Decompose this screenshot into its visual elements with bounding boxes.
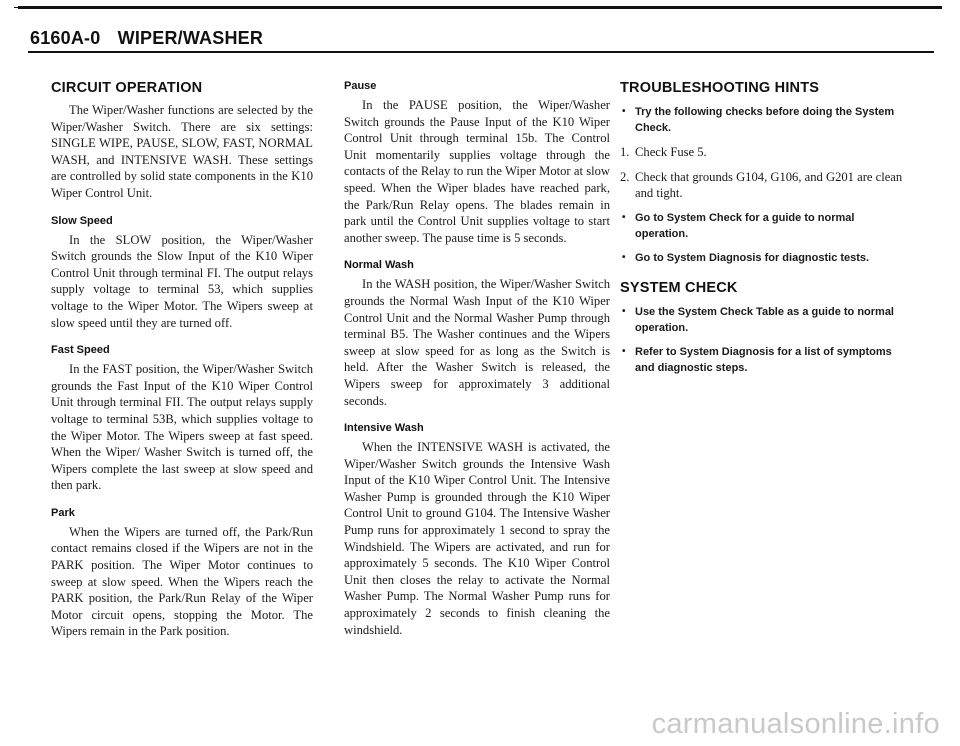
list-item <box>620 104 910 136</box>
bullet-marker: • <box>622 251 626 263</box>
system-check-list <box>620 304 910 376</box>
watermark: carmanualsonline.info <box>651 708 940 740</box>
number-marker: 1. <box>620 145 630 159</box>
slow-speed-heading: Slow Speed <box>51 214 113 227</box>
header-rule <box>28 51 934 53</box>
section-code: 6160A-0 <box>30 28 101 48</box>
bullet-marker: • <box>622 211 626 223</box>
number-marker: 2. <box>620 169 630 184</box>
list-item-text: Go to System Check for a guide to normal operation. <box>635 211 855 240</box>
list-item-text: Go to System Diagnosis for diagnostic tests. <box>635 251 870 264</box>
list-item <box>620 250 910 266</box>
list-item <box>620 304 910 336</box>
bullet-marker: • <box>622 345 626 357</box>
column-troubleshooting <box>620 80 910 384</box>
fast-speed-heading: Fast Speed <box>51 344 110 357</box>
page-header <box>30 28 263 49</box>
top-rule <box>18 6 942 9</box>
intensive-wash-heading: Intensive Wash <box>344 422 424 435</box>
pause-heading: Pause <box>344 80 377 92</box>
normal-wash-heading: Normal Wash <box>344 259 414 272</box>
list-item <box>620 169 910 202</box>
list-item-text: Check Fuse 5. <box>635 145 707 159</box>
fast-speed-paragraph: In the FAST position, the Wiper/Washer Switch grounds the Fast Input of the K10 Wiper Control Unit through terminal FII. The output relays supply voltage to terminal 53B, which supplies voltage to the Wiper Motor. The Wipers sweep at fast speed. When the Wiper/ Washer Switch is turned off, the Wipers complete the last sweep at slow speed and then park. <box>51 362 313 493</box>
troubleshooting-list <box>620 104 910 266</box>
bullet-marker: • <box>622 305 626 317</box>
list-item-text: Use the System Check Table as a guide to normal operation. <box>635 305 894 334</box>
list-item-text: Refer to System Diagnosis for a list of symptoms and diagnostic steps. <box>635 345 892 374</box>
list-item-text: Check that grounds G104, G106, and G201 are clean and tight. <box>635 169 903 201</box>
bullet-marker: • <box>622 106 626 117</box>
system-check-heading: SYSTEM CHECK <box>620 279 738 296</box>
troubleshooting-heading: TROUBLESHOOTING HINTS <box>620 80 820 96</box>
intro-paragraph: The Wiper/Washer functions are selected by the Wiper/Washer Switch. There are six settings: SINGLE WIPE, PAUSE, SLOW, FAST, NORMAL WASH, and INTENSIVE WASH. These settings are controlled by solid state components in the K10 Wiper Control Unit. <box>51 103 313 200</box>
list-item <box>620 144 910 161</box>
list-item <box>620 344 910 376</box>
column-circuit-operation <box>51 80 313 653</box>
circuit-operation-heading: CIRCUIT OPERATION <box>51 80 203 96</box>
list-item <box>620 210 910 242</box>
park-paragraph: When the Wipers are turned off, the Park/Run contact remains closed if the Wipers are not in the PARK position. The Wiper Motor continues to sweep at slow speed. When the Wipers reach the PARK position, the Park/Run Relay of the Wiper Motor circuit opens, stopping the Motor. The Wipers remain in the Park position. <box>51 524 313 639</box>
pause-paragraph: In the PAUSE position, the Wiper/Washer Switch grounds the Pause Input of the K10 Wiper Control Unit through terminal 15b. The Control Unit momentarily supplies voltage through the contacts of the Relay to run the Wiper Motor at slow speed. When the Wiper blades have reached park, the Park/Run Relay opens. The blades remain in park until the Control Unit supplies voltage to start another sweep. The pause time is 5 seconds. <box>344 98 610 245</box>
column-modes <box>344 80 610 651</box>
list-item-text: Try the following checks before doing the System Check. <box>635 106 895 134</box>
park-heading: Park <box>51 506 75 519</box>
slow-speed-paragraph: In the SLOW position, the Wiper/Washer Switch grounds the Slow Input of the K10 Wiper Control Unit through terminal FI. The output relays supply voltage to terminal 53, which supplies voltage to the Wiper Motor. The Wipers sweep at slow speed until they are turned off. <box>51 232 313 330</box>
normal-wash-paragraph: In the WASH position, the Wiper/Washer Switch grounds the Normal Wash Input of the K10 Wiper Control Unit and the Normal Washer Pump through terminal B5. The Washer continues and the Wipers sweep at slow speed for as long as the Switch is held. After the Washer Switch is released, the Wipers sweep for approximately 3 additional seconds. <box>344 277 610 408</box>
intensive-wash-paragraph: When the INTENSIVE WASH is activated, the Wiper/Washer Switch grounds the Intensive Wash Input of the K10 Wiper Control Unit. The Intensive Washer Pump is grounded through the K10 Wiper Control Unit to ground G104. The Intensive Washer Pump runs for approximately 1 second to spray the Windshield. The Wipers are activated, and run for approximately 5 seconds. The K10 Wiper Control Unit then closes the relay to activate the Normal Washer Pump. The Normal Washer Pump runs for approximately 2 seconds to finish cleaning the windshield. <box>344 440 610 637</box>
page-title: WIPER/WASHER <box>117 28 264 48</box>
